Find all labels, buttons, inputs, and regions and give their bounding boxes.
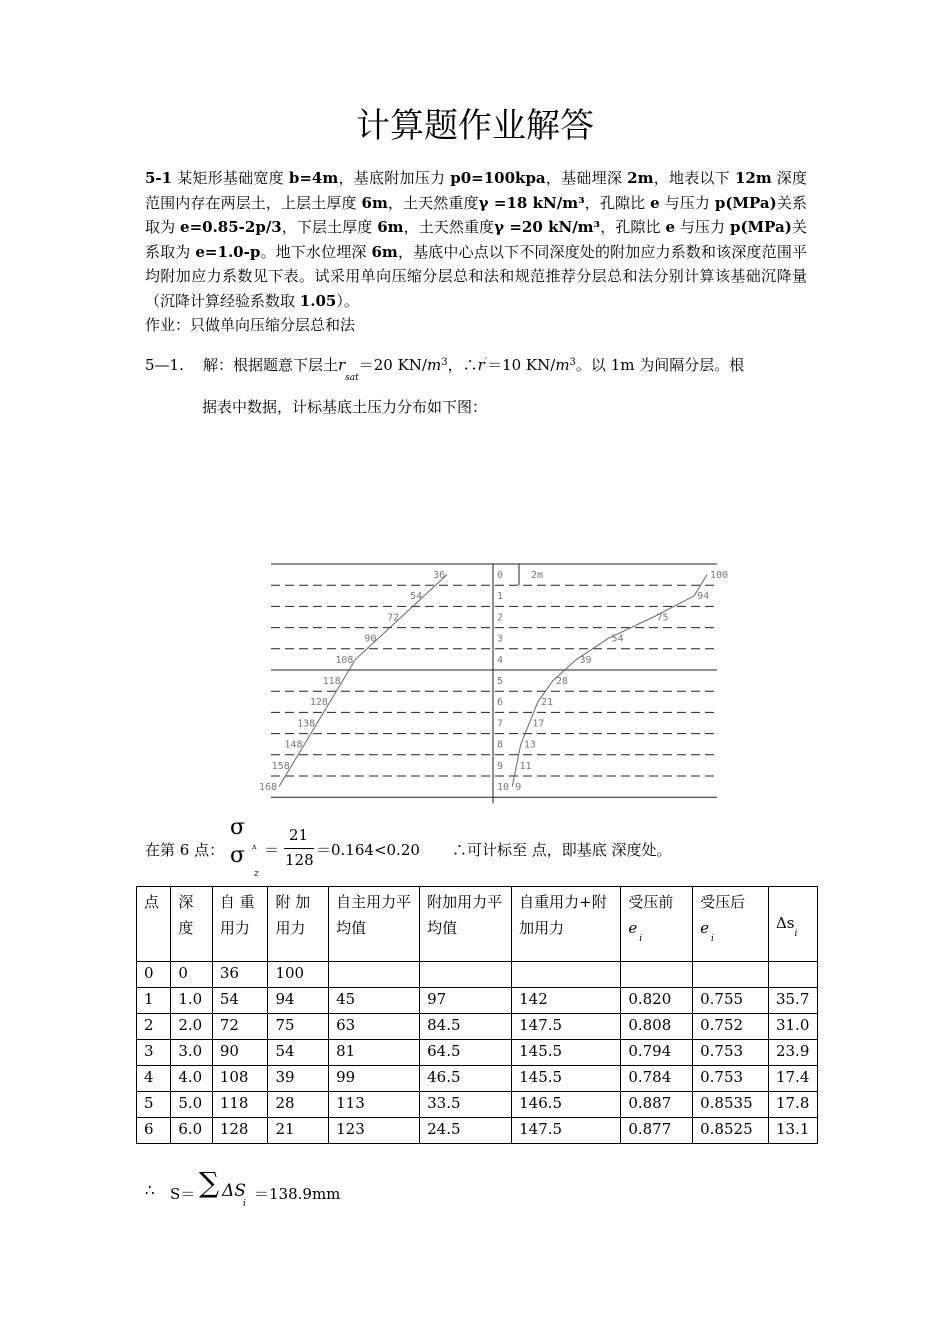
table-cell: 0.753 [693,1066,769,1092]
table-cell: 94 [268,988,329,1014]
header-self-avg: 自主用力平均值 [329,887,420,962]
table-cell: 3 [137,1040,171,1066]
table-cell: 145.5 [512,1040,621,1066]
table-cell: 0 [171,962,212,988]
table-cell: 54 [212,988,268,1014]
table-cell [420,962,512,988]
depth-label: 5 [497,676,504,687]
self-weight-label: 90 [364,633,377,645]
table-cell: 0.8535 [693,1092,769,1118]
table-cell: 108 [212,1066,268,1092]
header-sum: 自重用力+附加用力 [512,887,621,962]
table-cell: 33.5 [420,1092,512,1118]
additional-stress-label: 17 [532,718,545,730]
table-cell: 6.0 [171,1118,212,1144]
stress-distribution-diagram [258,560,729,793]
table-cell: 81 [329,1040,420,1066]
table-cell: 0.794 [621,1040,693,1066]
table-cell: 123 [329,1118,420,1144]
additional-stress-label: 54 [611,633,624,645]
table-cell: 147.5 [512,1118,621,1144]
foundation-depth-label: 2m [531,570,544,581]
header-e-before: 受压前 $e_i$ [621,887,693,962]
table-cell: 128 [212,1118,268,1144]
table-cell: 1.0 [171,988,212,1014]
self-weight-label: 158 [271,760,290,772]
check-prefix: 在第 6 点： [145,841,225,859]
table-cell: 145.5 [512,1066,621,1092]
problem-statement: 5-1 某矩形基础宽度 b=4m，基底附加压力 p0=100kpa，基础埋深 2m，地表以下 12m 深度范围内存在两层土，上层土厚度 6m，土天然重度γ =18 kN/m³，孔隙比 e 与压力 p(MPa)关系取为 e=0.85-2p/3，下层土厚度 6m，土天然重度γ =20 kN/m³，孔隙比 e 与压力 p(MPa)关系取为 e=1.0-p。地下水位埋深 6m，基底中心点以下不同深度处的附加应力系数和该深度范围平均附加应力系数见下表。试采用单向压缩分层总和法和规范推荐分层总和法分别计算该基础沉降量（沉降计算经验系数取 1.05）。 作业：只做单向压缩分层总和法 [145,169,807,334]
table-cell: 142 [512,988,621,1014]
table-row [137,962,818,988]
table-cell: 0.8525 [693,1118,769,1144]
table-cell: 0.752 [693,1014,769,1040]
header-additional: 附 加用力 [268,887,329,962]
table-cell: 35.7 [768,988,817,1014]
additional-stress-label: 75 [656,612,669,624]
self-weight-label: 128 [309,697,328,709]
self-weight-label: 148 [284,739,303,751]
table-cell [693,962,769,988]
additional-stress-label: 11 [519,760,532,772]
table-cell: 13.1 [768,1118,817,1144]
table-cell: 17.8 [768,1092,817,1118]
depth-label: 1 [497,591,504,603]
check-conclusion: ∴可计标至 点，即基底 深度处。 [452,841,672,859]
result-s: S＝ [170,1185,196,1203]
table-cell: 5.0 [171,1092,212,1118]
additional-stress-label: 39 [579,654,592,666]
table-cell: 24.5 [420,1118,512,1144]
table-cell [329,962,420,988]
settlement-table [136,886,818,1144]
table-cell: 23.9 [768,1040,817,1066]
table-cell: 84.5 [420,1014,512,1040]
table-cell: 28 [268,1092,329,1118]
table-cell: 64.5 [420,1040,512,1066]
table-cell: 17.4 [768,1066,817,1092]
table-cell: 54 [268,1040,329,1066]
sum-symbol: ∑ [199,1166,219,1199]
table-cell: 75 [268,1014,329,1040]
table-cell [512,962,621,988]
table-cell: 5 [137,1092,171,1118]
self-weight-label: 72 [387,612,400,624]
table-row [137,1118,818,1144]
table-cell: 6 [137,1118,171,1144]
depth-label: 2 [497,612,504,624]
depth-label: 9 [497,760,504,772]
table-cell: 1 [137,988,171,1014]
self-weight-label: 168 [258,782,277,793]
table-cell: 4.0 [171,1066,212,1092]
fraction-denominator: 128 [285,851,314,869]
fraction-numerator: 21 [289,826,309,844]
table-row [137,1014,818,1040]
result-therefore: ∴ [145,1181,155,1199]
table-cell: 100 [268,962,329,988]
additional-stress-label: 13 [523,739,536,751]
additional-stress-label: 28 [555,676,568,687]
self-weight-label: 108 [335,654,354,666]
fraction-bar [284,848,314,849]
table-cell: 45 [329,988,420,1014]
depth-label: 6 [497,697,504,709]
sigma-den-mark: ʌ [252,842,257,851]
depth-label: 8 [497,739,504,751]
table-cell: 113 [329,1092,420,1118]
depth-label: 3 [497,633,504,645]
table-cell: 4 [137,1066,171,1092]
table-cell: 46.5 [420,1066,512,1092]
table-cell: 39 [268,1066,329,1092]
solution-line-2: 据表中数据，计标基底土压力分布如下图： [202,398,488,416]
sigma-numerator: σ [230,815,246,840]
header-depth: 深度 [171,887,212,962]
self-weight-label: 36 [433,570,446,581]
table-cell: 72 [212,1014,268,1040]
header-point: 点 [137,887,171,962]
table-cell: 0.784 [621,1066,693,1092]
delta-s-sub: i [243,1199,246,1209]
additional-stress-label: 9 [515,782,522,793]
table-cell: 97 [420,988,512,1014]
table-row [137,1040,818,1066]
depth-label: 4 [497,654,504,666]
table-row [137,1092,818,1118]
table-cell: 31.0 [768,1014,817,1040]
table-cell: 2 [137,1014,171,1040]
table-cell [768,962,817,988]
table-cell: 21 [268,1118,329,1144]
result-value: ＝138.9mm [254,1185,341,1203]
table-cell: 0.808 [621,1014,693,1040]
depth-label: 0 [497,570,504,581]
self-weight-label: 54 [410,591,423,603]
sigma-den-sub: z [254,869,259,879]
table-header-row [137,887,818,962]
depth-label: 7 [497,718,504,730]
additional-stress-label: 100 [710,570,729,581]
additional-stress-label: 94 [697,591,710,603]
table-cell: 0.887 [621,1092,693,1118]
header-add-avg: 附加用力平均值 [420,887,512,962]
delta-s: ΔS [222,1181,246,1201]
table-cell: 63 [329,1014,420,1040]
header-self-weight: 自 重用力 [212,887,268,962]
table-cell: 0.820 [621,988,693,1014]
page-title: 计算题作业解答 [356,106,594,146]
table-cell: 0.755 [693,988,769,1014]
table-cell: 90 [212,1040,268,1066]
table-cell: 2.0 [171,1014,212,1040]
table-cell: 99 [329,1066,420,1092]
table-row [137,988,818,1014]
table-cell: 0 [137,962,171,988]
table-cell: 118 [212,1092,268,1118]
additional-stress-label: 21 [540,697,553,709]
homework-note: 作业：只做单向压缩分层总和法 [145,316,356,334]
table-cell: 3.0 [171,1040,212,1066]
table-row [137,1066,818,1092]
self-weight-label: 138 [297,718,316,730]
table-cell: 147.5 [512,1014,621,1040]
self-weight-label: 118 [322,676,341,687]
header-e-after: 受压后 $e_i$ [693,887,769,962]
sigma-denominator: σ [230,843,246,868]
table-cell: 0.753 [693,1040,769,1066]
table-cell: 0.877 [621,1118,693,1144]
table-cell: 146.5 [512,1092,621,1118]
check-eq: ＝ [264,841,280,859]
table-cell [621,962,693,988]
table-cell: 36 [212,962,268,988]
header-delta-s: $\Delta s_i$ [768,887,817,962]
check-result: ＝0.164<0.20 [316,841,420,859]
solution-line-1: 5—1. 解：根据题意下层土$r_{sat}=20$ $KN/m^3$，∴r′＝10 $KN/m^3$。以 1m 为间隔分层。根 [145,356,745,383]
depth-label: 10 [497,782,510,793]
